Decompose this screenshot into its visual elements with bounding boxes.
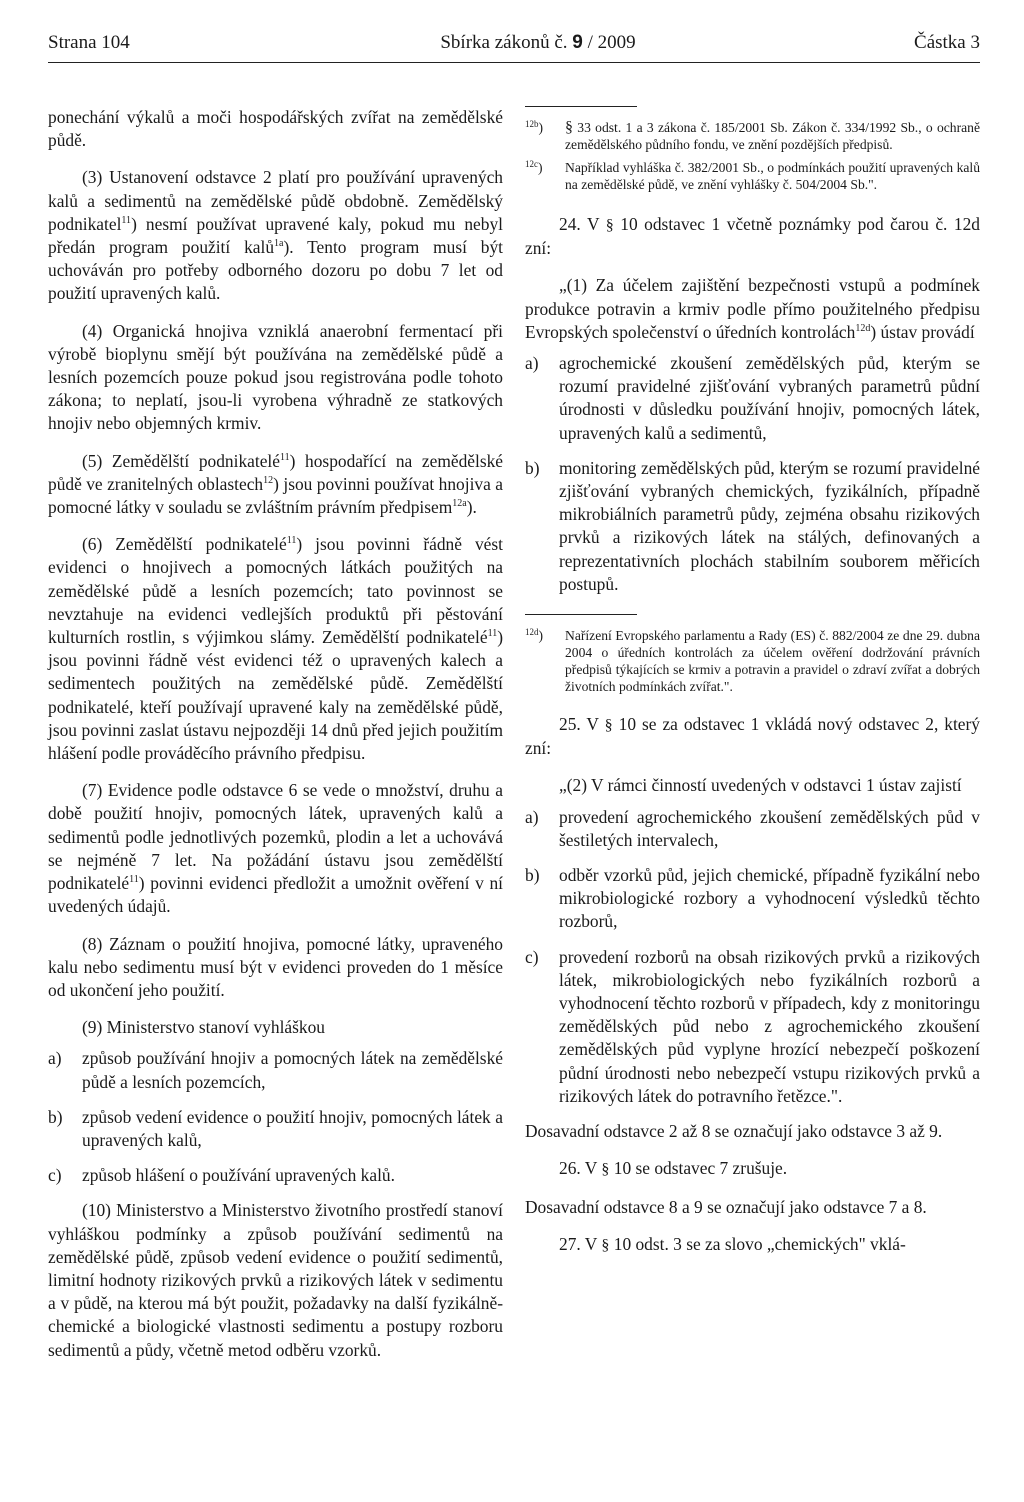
page-number: Strana 104 — [48, 32, 130, 53]
collection-name: Sbírka zákonů č. — [440, 32, 568, 53]
paragraph-8: (8) Záznam o použití hnojiva, pomocné látky, upraveného kalu nebo sedimentu musí být v evidenci proveden do 1 měsíce od ukončení jeho použití. — [48, 933, 503, 1000]
issue-part: Částka 3 — [914, 32, 980, 53]
paragraph-10: (10) Ministerstvo a Ministerstvo životního prostředí stanoví vyhláškou podmínky a způsob používání sedimentů na zemědělské půdě, způsob vedení evidence o použití sedimentů, limitní hodnoty rizikových prvků a rizikových látek v sedimentu a v půdě, na kterou má být použit, požadavky na další fyzikálně-chemické a biologické vlastnosti sedimentu a postupy rozboru sedimentů a půdy, včetně metod odběru vzorků. — [48, 1200, 503, 1360]
amendment-24: 24. V § 10 odstavec 1 včetně poznámky pod čarou č. 12d zní: — [525, 214, 980, 259]
renumbering-note: Dosavadní odstavce 2 až 8 se označují jako odstavce 3 až 9. — [525, 1121, 943, 1142]
collection-year: / 2009 — [587, 32, 636, 53]
collection-number: 9 — [572, 32, 583, 53]
paragraph-5: (5) Zemědělští podnikatelé$^{11}$) hospodařící na zemědělské půdě ve zranitelných oblastech$^{12}$) jsou povinni používat hnojiva a pomocné látky v souladu se zvláštním právním předpisem$^{12a}$). — [48, 450, 503, 518]
renumbering-note: Dosavadní odstavce 8 a 9 se označují jako odstavce 7 a 8. — [525, 1196, 927, 1217]
quoted-paragraph-2: „(2) V rámci činností uvedených v odstavci 1 ústav zajistí — [559, 775, 962, 796]
footnote-12b: $^{12b}$) § 33 odst. 1 a 3 zákona č. 185/2001 Sb. Zákon č. 334/1992 Sb., o ochraně zemědělského půdního fondu, ve znění pozdějších předpisů. — [525, 119, 980, 152]
paragraph-3: (3) Ustanovení odstavce 2 platí pro používání upravených kalů a sedimentů na zemědělské půdě obdobně. Zemědělský podnikatel$^{11}$) nesmí používat upravené kaly, pokud mu nebyl předán program použití kalů$^{1a}$). Tento program musí být uchováván pro potřeby odborného dozoru po dobu 7 let od použití upravených kalů. — [48, 167, 503, 304]
list-item: b) monitoring zemědělských půd, kterým se rozumí pravidelné zjišťování vybraných chemických, fyzikálních, případně mikrobiálních parametrů půdy, zejména obsahu rizikových prvků a rizikových látek na stálých, definovaných a reprezentativních plochách stabilním souborem měřicích postupů. — [525, 457, 980, 594]
amendment-26: 26. V § 10 se odstavec 7 zrušuje. — [559, 1158, 788, 1179]
paragraph-continuation: ponechání výkalů a moči hospodářských zvířat na zemědělské půdě. — [48, 107, 503, 151]
footnote-12d: $^{12d}$) Nařízení Evropského parlamentu a Rady (ES) č. 882/2004 ze dne 29. dubna 2004 o úředních kontrolách za účelem ověření dodržování právních předpisů týkajících se krmiv a potravin a pravidel o zdraví zvířat a dobrých životních podmínkách zvířat.". — [525, 627, 980, 695]
left-column — [48, 106, 503, 1376]
amendment-25: 25. V § 10 se za odstavec 1 vkládá nový odstavec 2, který zní: — [525, 714, 980, 759]
list-item: a) způsob používání hnojiv a pomocných látek na zemědělské půdě a lesních pozemcích, — [48, 1048, 503, 1092]
list-item: c) provedení rozborů na obsah rizikových prvků a rizikových látek, mikrobiologických nebo fyzikálních rozborů a vyhodnocení těchto rozborů v případech, kdy z monitoringu zemědělských půd nebo z agrochemického zkoušení zemědělských půd vyplyne hrozící nebezpečí poškození půdní úrodnosti nebo nebezpečí vstupu rizikových prvků a rizikových látek do potravního řetězce.". — [525, 946, 980, 1106]
list-item: b) způsob vedení evidence o použití hnojiv, pomocných látek a upravených kalů, — [48, 1106, 503, 1150]
paragraph-7: (7) Evidence podle odstavce 6 se vede o množství, druhu a době použití hnojiv, pomocných látek, upravených kalů a sedimentů podle jednotlivých pozemků, plodin a let a uchovává se nejméně 7 let. Na požádání ústavu jsou zemědělští podnikatelé$^{11}$) povinni evidenci předložit a umožnit ověření v ní uvedených údajů. — [48, 780, 503, 917]
list-item: c) způsob hlášení o používání upravených kalů. — [48, 1165, 395, 1186]
footnote-12c: $^{12c}$) Například vyhláška č. 382/2001 Sb., o podmínkách použití upravených kalů na zemědělské půdě, ve znění vyhlášky č. 504/2004 Sb.". — [525, 159, 980, 192]
list-item: a) provedení agrochemického zkoušení zemědělských půd v šestiletých intervalech, — [525, 806, 980, 850]
footnote-rule — [525, 106, 637, 107]
paragraph-6: (6) Zemědělští podnikatelé$^{11}$) jsou povinni řádně vést evidenci o hnojivech a pomocných látkách použitých na zemědělské půdě a lesních pozemcích; tato povinnost se nevztahuje na evidenci vedlejších produktů při pěstování kulturních rostlin, s výjimkou slámy. Zemědělští podnikatelé$^{11}$) jsou povinni řádně vést evidenci též o upravených kalech a sedimentech použitých na zemědělské půdě. Zemědělští podnikatelé, kteří používají upravené kaly na zemědělské půdě, jsou povinni zaslat ústavu nejpozději 14 dnů před jejich použitím hlášení podle prováděcího právního předpisu. — [48, 534, 503, 764]
right-column — [525, 106, 980, 1271]
footnote-rule — [525, 614, 637, 615]
paragraph-9: (9) Ministerstvo stanoví vyhláškou — [82, 1017, 325, 1038]
list-item: a) agrochemické zkoušení zemědělských půd, kterým se rozumí pravidelné zjišťování vybraných parametrů půdní úrodnosti v důsledku používání hnojiv, pomocných látek, upravených kalů a sedimentů, — [525, 353, 980, 443]
collection-title — [408, 32, 668, 54]
paragraph-4: (4) Organická hnojiva vzniklá anaerobní fermentací při výrobě bioplynu smějí být používána na zemědělské půdě a lesních pozemcích pouze pokud jsou registrována podle tohoto zákona; to neplatí, jsou-li vyrobena výhradně ze statkových hnojiv nebo objemných krmiv. — [48, 320, 503, 434]
list-item: b) odběr vzorků půd, jejich chemické, případně fyzikální nebo mikrobiologické rozbory a vyhodnocení výsledků těchto rozborů, — [525, 865, 980, 932]
amendment-27: 27. V § 10 odst. 3 se za slovo „chemických" vklá- — [559, 1233, 906, 1254]
quoted-paragraph-1: „(1) Za účelem zajištění bezpečnosti vstupů a podmínek produkce potravin a krmiv podle přímo použitelného předpisu Evropských společenství o úředních kontrolách$^{12d}$) ústav provádí — [525, 275, 980, 342]
page-header — [48, 28, 980, 63]
